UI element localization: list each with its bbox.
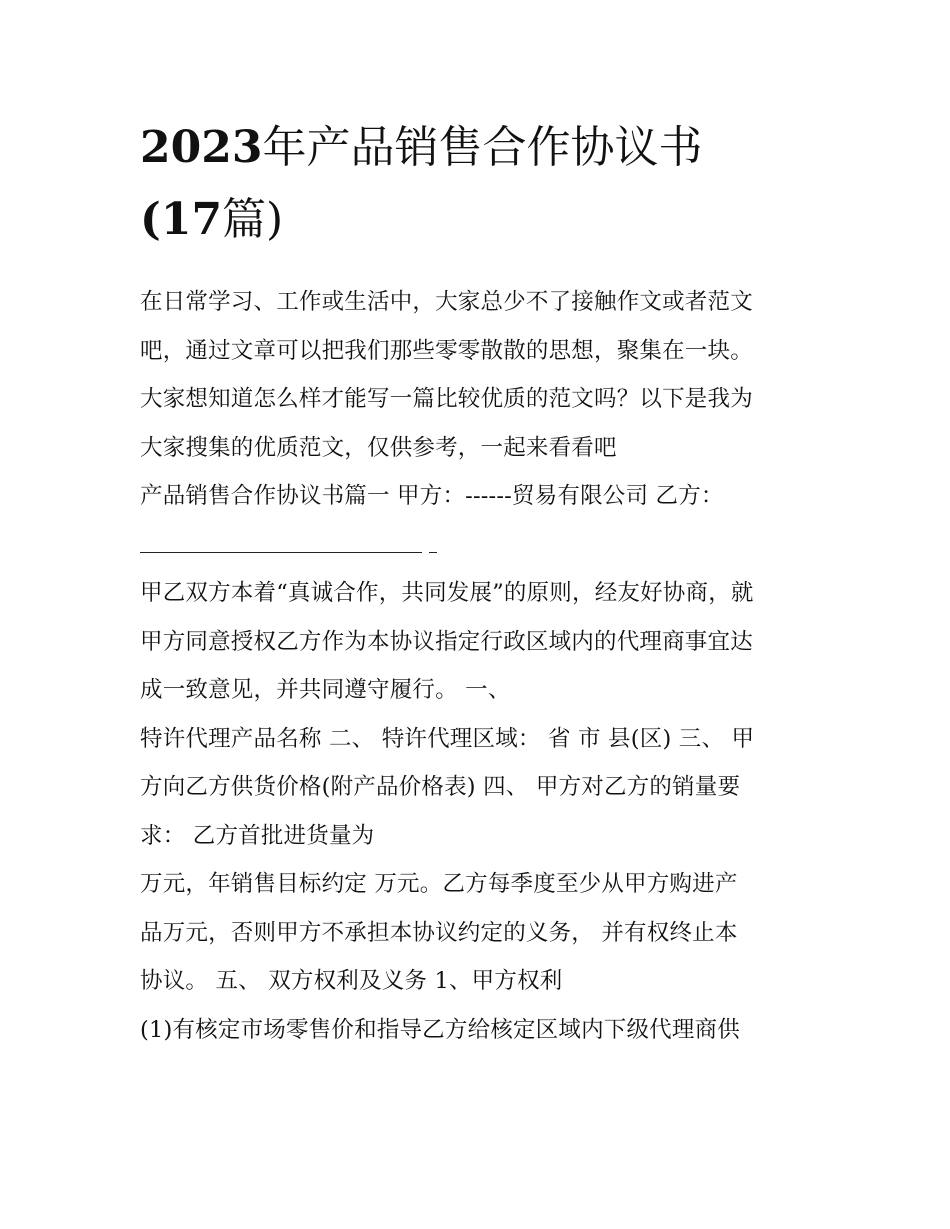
document-title xyxy=(140,112,820,256)
text-line: 方向乙方供货价格(附产品价格表) 四、 甲方对乙方的销量要 xyxy=(140,774,741,800)
paragraph-terms xyxy=(140,715,820,861)
title-text: 年产品销售合作协议书 xyxy=(262,122,703,173)
text-line: (1)有核定市场零售价和指导乙方给核定区域内下级代理商供 xyxy=(140,1016,740,1043)
title-year: 2023 xyxy=(140,122,263,173)
document-body xyxy=(140,278,820,1054)
paragraph-intro xyxy=(140,278,820,472)
text-line: 品万元，否则甲方不承担本协议约定的义务， 并有权终止本 xyxy=(140,919,738,946)
title-count: 17 xyxy=(160,194,223,245)
paragraph-rights xyxy=(140,1006,820,1055)
text-line: 成一致意见，并共同遵守履行。 一、 xyxy=(140,677,511,703)
paragraph-parties xyxy=(140,472,820,569)
paragraph-principle xyxy=(140,569,820,715)
blank-fill-line xyxy=(140,521,820,570)
text-line: 在日常学习、工作或生活中，大家总少不了接触作文或者范文 xyxy=(140,289,753,315)
text-line: 甲乙双方本着“真诚合作，共同发展”的原则，经友好协商，就 xyxy=(140,580,754,606)
text-line: 大家搜集的优质范文，仅供参考，一起来看看吧 xyxy=(140,434,617,461)
text-line: 产品销售合作协议书篇一 甲方：------贸易有限公司 乙方： xyxy=(140,483,724,509)
blank-underline-tail xyxy=(429,552,437,553)
text-line: 吧，通过文章可以把我们那些零零散散的思想，聚集在一块。 xyxy=(140,337,753,364)
text-line: 特许代理产品名称 二、 特许代理区域： 省 市 县(区) 三、 甲 xyxy=(140,725,755,752)
text-line: 大家想知道怎么样才能写一篇比较优质的范文吗？以下是我为 xyxy=(140,386,753,412)
text-line: 求： 乙方首批进货量为 xyxy=(140,822,375,849)
text-line: 甲方同意授权乙方作为本协议指定行政区域内的代理商事宜达 xyxy=(140,628,753,655)
blank-underline xyxy=(140,552,422,553)
paragraph-sales-target xyxy=(140,860,820,1006)
title-tail: 篇) xyxy=(222,194,284,245)
text-line: 万元，年销售目标约定 万元。乙方每季度至少从甲方购进产 xyxy=(140,871,738,897)
title-open-paren: ( xyxy=(140,194,161,245)
text-line: 协议。 五、 双方权利及义务 1、甲方权利 xyxy=(140,968,563,994)
